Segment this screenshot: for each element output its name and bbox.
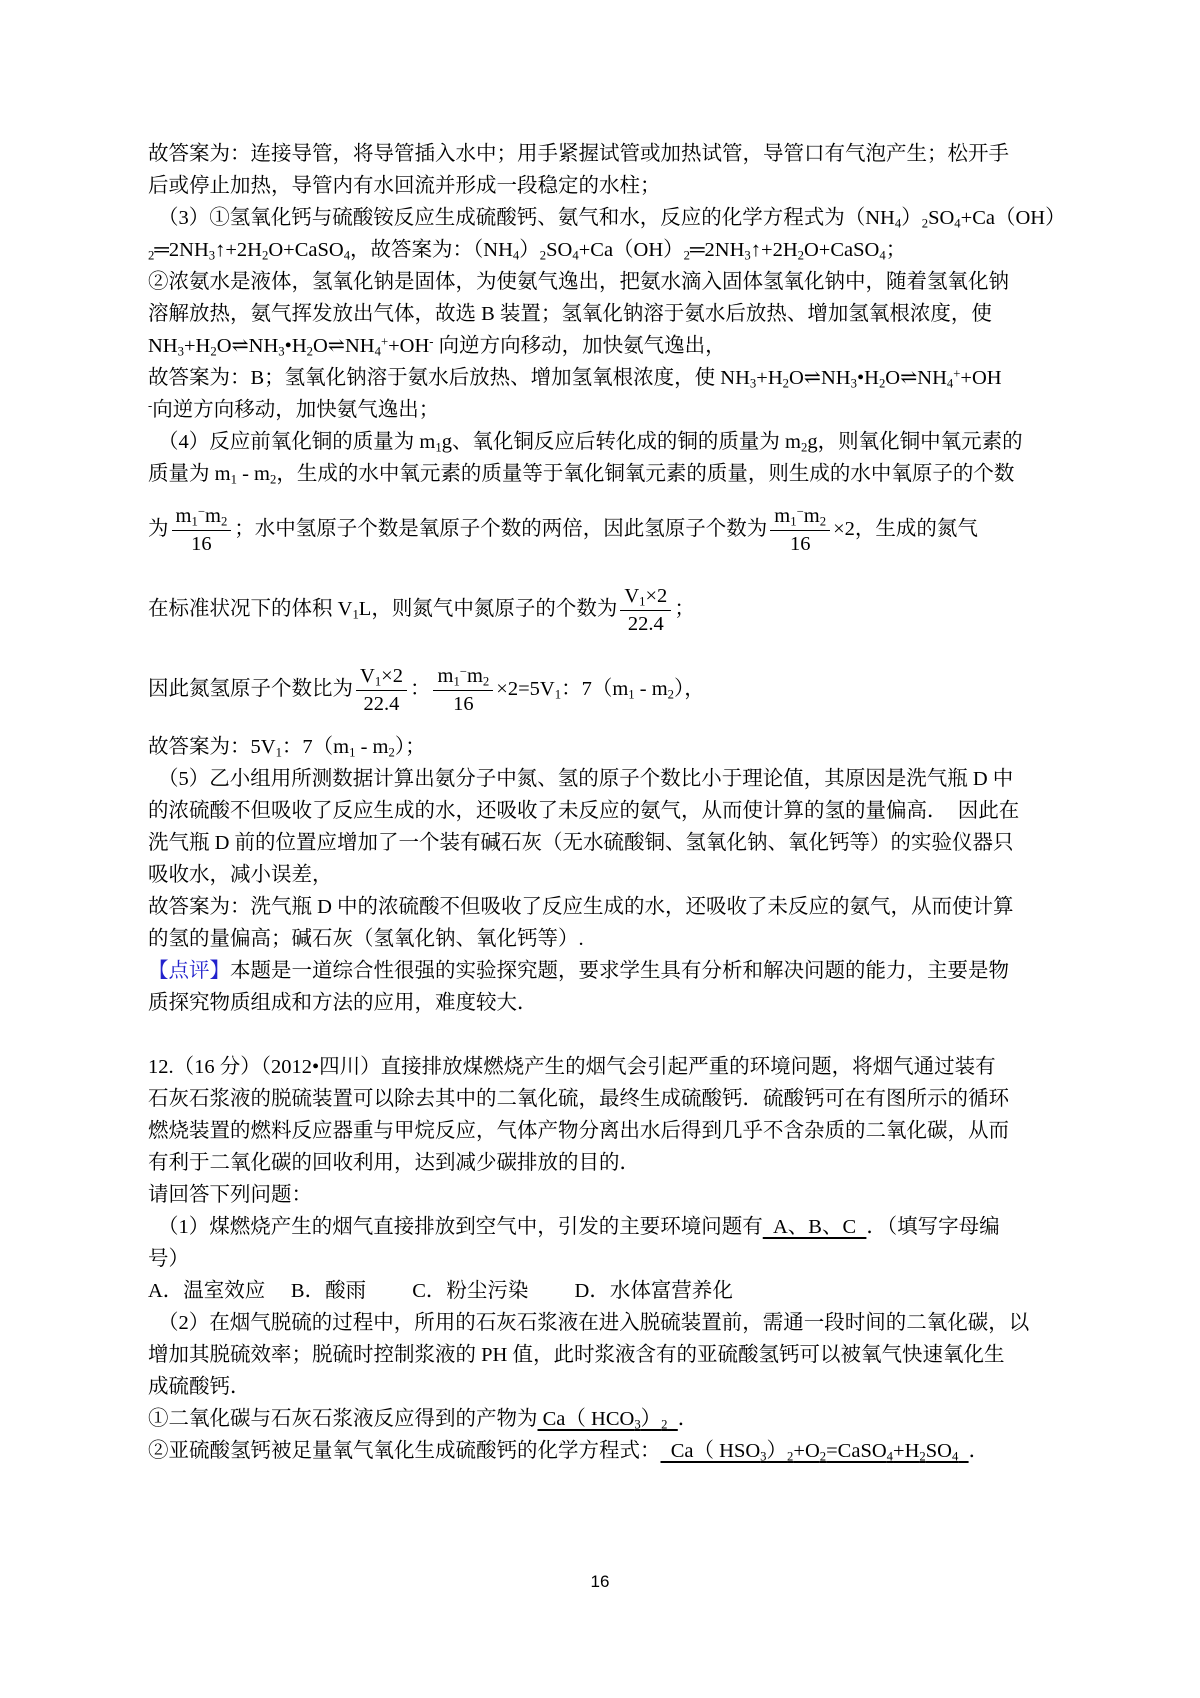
subscript: 1 [349,745,356,760]
text-segment: 16 [191,532,212,555]
subscript: 3 [634,1417,641,1432]
superscript: − [197,504,205,519]
subscript: 2 [921,216,929,231]
text-line [148,1307,1068,1339]
answer-blank [661,1440,969,1462]
text-segment [668,1408,678,1430]
text-line [148,1275,1068,1307]
text-segment: ）； [394,735,426,758]
text-segment: SO [925,1439,952,1462]
text-line [148,298,1068,330]
fraction [356,664,407,716]
answer-blank [538,1408,678,1430]
text-segment: 12.（16 分）（2012•四川）直接排放煤燃烧产生的烟气会引起严重的环境问题，将烟气通过装有 [148,1055,996,1078]
text-segment: 的氢的量偏高；碱石灰（氢氧化钠、氧化钙等）. [148,927,584,950]
text-segment: ） [766,1439,788,1462]
text-segment: ：7（m [561,678,629,701]
fraction [770,504,830,556]
text-line [148,987,1068,1019]
fraction-numerator [172,504,232,531]
text-segment: 16 [453,692,474,715]
text-segment: ↑+2H [750,239,798,261]
text-line [148,731,1068,763]
text-segment: ） [901,207,922,229]
fraction-denominator [172,531,232,557]
subscript: 3 [749,376,757,391]
text-segment: （4）反应前氧化铜的质量为 m [158,431,436,453]
text-line [148,1339,1068,1371]
text-line [148,170,1068,202]
text-line [148,394,1068,426]
text-segment: ）， [674,678,705,701]
text-line [148,1147,1068,1179]
subscript: 2 [148,248,155,263]
text-segment: ═2NH [154,239,209,261]
text-segment [958,1440,968,1462]
page-number: 16 [590,1572,610,1591]
text-segment: A．温室效应 B．酸雨 C．粉尘污染 D．水体富营养化 [148,1279,733,1302]
text-segment: +Ca（OH） [578,239,684,261]
text-segment: L，则氮气中氮原子的个数为 [358,597,618,620]
text-segment: ，故答案为：（NH [350,239,513,261]
text-line [148,330,1068,362]
text-line [148,1179,1068,1211]
text-segment: SO [546,239,573,261]
text-line [148,234,1068,266]
text-segment: g、氧化铜反应后转化成的铜的质量为 m [441,431,802,453]
text-segment: +OH [388,335,430,357]
subscript: 4 [512,248,520,263]
subscript: 4 [894,216,902,231]
subscript: 4 [572,248,579,263]
subscript: 1 [374,674,382,689]
text-segment: ；水中氢原子个数是氧原子个数的两倍，因此氢原子个数为 [234,517,768,540]
text-segment: 故答案为：B；氢氧化钠溶于氨水后放热、增加氢氧根浓度，使 NH [148,367,750,389]
text-segment: ： [409,678,431,701]
text-segment: - m [236,463,270,485]
text-segment: 16 [789,532,811,555]
text-segment: ①二氧化碳与石灰石浆液反应得到的产物为 [148,1407,538,1430]
text-line [148,362,1068,394]
fraction-denominator [433,691,493,717]
subscript: 2 [661,1417,668,1432]
text-segment: ×2 [645,585,668,608]
text-segment: 成硫酸钙． [148,1375,251,1398]
fraction-numerator [433,664,493,691]
subscript: 4 [951,1449,959,1464]
subscript: 4 [374,344,381,359]
superscript: − [796,504,804,519]
subscript: 2 [819,1449,827,1464]
text-segment: =CaSO [826,1439,887,1462]
text-segment: ×2，生成的氮气 [833,517,978,540]
text-segment: ×2 [381,665,403,688]
text-segment: 增加其脱硫效率；脱硫时控制浆液的 PH 值，此时浆液含有的亚硫酸氢钙可以被氧气快速氧化生 [148,1343,1005,1366]
text-segment: 故答案为：洗气瓶 D 中的浓硫酸不但吸收了反应生成的水，还吸收了未反应的氨气，从而使计算 [148,895,1014,918]
fraction-numerator [356,664,407,691]
text-segment: ．（填写字母编 [866,1215,1000,1238]
text-line [148,1051,1068,1083]
fraction-numerator [620,584,671,611]
subscript: 2 [787,1449,794,1464]
text-line [148,827,1068,859]
text-segment: 号） [148,1247,189,1270]
text-segment: 有利于二氧化碳的回收利用，达到减少碳排放的目的． [148,1151,640,1174]
text-line [148,1435,1068,1467]
text-segment: ； [674,597,695,620]
fraction-denominator [356,691,407,717]
text-line [148,1211,1068,1243]
comment-label: 【点评】 [148,959,230,982]
text-segment: （3）①氢氧化钙与硫酸铵反应生成硫酸钙、氨气和水，反应的化学方程式为（NH [158,207,895,229]
text-segment: 吸收水，减小误差， [148,863,333,886]
text-segment: +OH [960,367,1002,389]
text-segment: m [437,665,454,688]
text-segment: •H [856,367,879,389]
subscript: 2 [210,344,217,359]
text-segment: （5）乙小组用所测数据计算出氨分子中氮、氢的原子个数比小于理论值，其原因是洗气瓶 D 中 [158,767,1014,790]
subscript: 2 [388,745,395,760]
text-segment: 故答案为：连接导管，将导管插入水中；用手紧握试管或加热试管，导管口有气泡产生；松开手 [148,143,1009,165]
text-segment: - m [355,735,389,758]
text-line [148,795,1068,827]
text-segment: ． [677,1407,699,1430]
subscript: 2 [801,440,808,455]
text-line [148,1083,1068,1115]
fraction-denominator [770,531,830,557]
subscript: 3 [177,344,184,359]
text-segment: ②亚硫酸氢钙被足量氧气氧化生成硫酸钙的化学方程式： [148,1439,661,1462]
text-segment: 石灰石浆液的脱硫装置可以除去其中的二氧化硫，最终生成硫酸钙．硫酸钙可在有图所示的循环 [148,1087,1009,1110]
text-segment: A、B、C [762,1215,867,1238]
subscript: 3 [278,344,285,359]
subscript: 2 [261,248,269,263]
fraction [620,584,671,636]
text-segment: +H [893,1439,920,1462]
text-line [148,955,1068,987]
text-segment: +H [183,335,211,357]
subscript: 1 [790,514,797,529]
text-line [148,1115,1068,1147]
text-segment: 本题是一道综合性很强的实验探究题，要求学生具有分析和解决问题的能力，主要是物 [230,959,1009,982]
text-segment: O⇌NH [216,335,279,357]
subscript: 1 [628,687,635,702]
text-segment: ：7（m [281,735,350,758]
text-line [148,1243,1068,1275]
text-segment: 在标准状况下的体积 V [148,597,353,620]
subscript: 4 [343,248,351,263]
page-footer [0,1572,1200,1592]
subscript: 4 [879,248,886,263]
text-segment: 质探究物质组成和方法的应用，难度较大． [148,991,538,1014]
text-segment: m [774,505,791,527]
text-line [148,650,1068,730]
text-segment: O⇌NH [789,367,851,389]
subscript: 1 [191,514,198,529]
text-segment: 向逆方向移动，加快氨气逸出； [152,399,440,421]
fraction-numerator [770,504,830,531]
subscript: 2 [878,376,886,391]
subscript: 1 [639,594,646,609]
text-line [148,1019,1068,1051]
text-line [148,202,1068,234]
text-segment: O+CaSO [268,239,344,261]
text-segment: V [360,665,375,688]
subscript: 1 [352,607,359,622]
text-segment: ； [885,239,907,261]
text-segment: •H [284,335,307,357]
text-segment: +H [756,367,783,389]
text-line [148,859,1068,891]
text-segment: SO [928,207,955,229]
text-line [148,891,1068,923]
subscript: 2 [683,248,691,263]
text-segment: 请回答下列问题： [148,1183,312,1206]
text-line [148,1403,1068,1435]
subscript: 2 [667,687,675,702]
text-segment: 洗气瓶 D 前的位置应增加了一个装有碱石灰（无水硫酸铜、氢氧化钠、氧化钙等）的实验仪器只 [148,831,1014,854]
subscript: 2 [306,344,313,359]
text-segment: ） [640,1407,662,1430]
subscript: 1 [554,687,562,702]
subscript: 4 [946,376,954,391]
text-line [148,426,1068,458]
text-segment: m [803,505,820,527]
text-line [148,490,1068,570]
text-segment: O⇌NH [313,335,375,357]
text-segment: 22.4 [363,692,400,715]
text-line [148,138,1068,170]
superscript: + [380,334,389,349]
text-line [148,266,1068,298]
fraction-denominator [620,611,671,637]
text-segment: V [624,585,640,608]
text-line [148,458,1068,490]
text-segment: ） [519,239,540,261]
text-segment: 燃烧装置的燃料反应器重与甲烷反应，气体产物分离出水后得到几乎不含杂质的二氧化碳，从而 [148,1119,1009,1142]
subscript: 2 [782,376,789,391]
text-segment: ． [968,1439,990,1462]
text-segment: m [466,665,483,688]
text-segment: NH [148,335,178,357]
text-segment: 为 [148,517,169,540]
subscript: 3 [744,248,751,263]
text-segment: ═2NH [690,239,745,261]
subscript: 3 [850,376,857,391]
text-segment: 向逆方向移动，加快氨气逸出， [433,335,726,357]
text-segment: 质量为 m [148,463,231,485]
subscript: 3 [760,1449,767,1464]
subscript: 1 [435,440,442,455]
superscript: + [953,366,961,381]
text-segment: m [204,505,221,527]
text-segment: 故答案为：5V [148,735,276,758]
text-segment: ×2=5V [496,678,555,701]
text-line [148,1371,1068,1403]
text-segment: O⇌NH [885,367,947,389]
subscript: 3 [208,248,216,263]
fraction [433,664,493,716]
superscript: − [459,665,467,680]
subscript: 1 [230,472,237,487]
text-segment: +O [793,1439,820,1462]
text-line [148,923,1068,955]
subscript: 4 [886,1449,894,1464]
superscript: - [148,398,153,413]
subscript: 2 [919,1449,926,1464]
fraction [172,504,232,556]
text-segment: ②浓氨水是液体，氢氧化钠是固体，为使氨气逸出，把氨水滴入固体氢氧化钠中，随着氢氧化钠 [148,271,1009,293]
text-segment: 后或停止加热，导管内有水回流并形成一段稳定的水柱； [148,175,661,197]
subscript: 2 [269,472,277,487]
text-segment: - m [634,678,668,701]
text-segment: g，则氧化铜中氧元素的 [807,431,1023,453]
text-segment: （2）在烟气脱硫的过程中，所用的石灰石浆液在进入脱硫装置前，需通一段时间的二氧化碳，以 [158,1311,1030,1334]
text-segment: m [175,505,192,527]
text-segment: Ca（ HCO [537,1407,635,1430]
subscript: 4 [954,216,961,231]
text-line [148,570,1068,650]
text-segment: ↑+2H [215,239,262,261]
subscript: 2 [539,248,547,263]
text-segment: 的浓硫酸不但吸收了反应生成的水，还吸收了未反应的氨气，从而使计算的氢的量偏高． 因此在 [148,799,1020,822]
text-segment: Ca（ HSO [660,1439,761,1462]
text-segment: （1）煤燃烧产生的烟气直接排放到空气中，引发的主要环境问题有 [158,1215,763,1238]
text-segment: +Ca（OH） [960,207,1066,229]
subscript: 2 [220,514,228,529]
answer-blank [763,1216,867,1238]
subscript: 1 [453,674,460,689]
document-body [148,138,1068,1467]
subscript: 1 [275,745,282,760]
subscript: 2 [482,674,490,689]
text-line [148,763,1068,795]
text-segment: ，生成的水中氧元素的质量等于氧化铜氧元素的质量，则生成的水中氧原子的个数 [276,463,1015,485]
subscript: 2 [797,248,804,263]
text-segment: O+CaSO [804,239,880,261]
text-segment: 22.4 [627,612,664,635]
text-segment: 因此氮氢原子个数比为 [148,678,353,701]
subscript: 2 [819,514,827,529]
superscript: - [429,334,434,349]
text-segment: 溶解放热，氨气挥发放出气体，故选 B 装置；氢氧化钠溶于氨水后放热、增加氢氧根浓度，使 [148,303,992,325]
